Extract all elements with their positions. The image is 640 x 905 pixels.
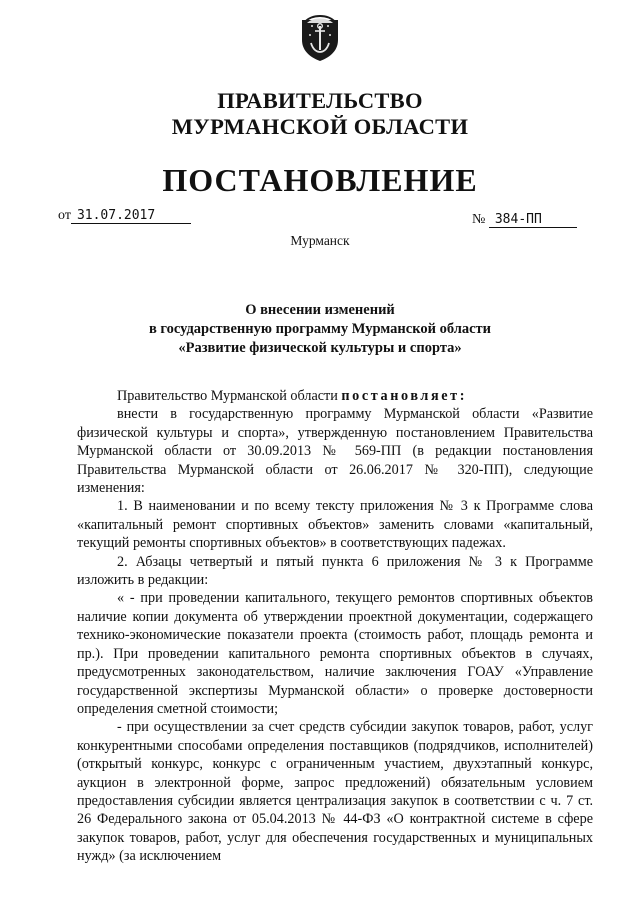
paragraph: - при осуществлении за счет средств субсидии закупок товаров, работ, услуг конкурентными способами определения поставщиков (подрядчиков, исполнителей) (открытый конкурс, конкурс с ограниченным участием, двухэтапный конкурс, аукцион в электронной форме, запрос предложений) обязательным условием предоставления субсидии является централизация закупок в соответствии с ч. 7 ст. 26 Федерального закона от 05.04.2013 № 44-ФЗ «О контрактной системе в сфере закупок товаров, работ, услуг для обеспечения государственных и муниципальных нужд» (за исключением: [77, 719, 593, 865]
paragraph: 1. В наименовании и по всему тексту приложения № 3 к Программе слова «капитальный ремонт спортивных объектов» заменить словами «капитальный, текущий ремонты спортивных объектов» в соответствующих падежах.: [77, 498, 593, 552]
number-prefix: №: [472, 212, 486, 227]
document-number: 384-ПП: [489, 212, 577, 228]
paragraph: « - при проведении капитального, текущего ремонтов спортивных объектов наличие копии документа об утверждении проектной документации, содержащего технико-экономические показатели проекта (стоимость работ, площадь ремонта и пр.). При проведении капитального ремонта спортивных объектов в случаях, предусмотренных законодательством, наличие заключения ГОАУ «Управление государственной экспертизы Мурманской области» о проверке достоверности определения сметной стоимости;: [77, 590, 593, 717]
document-type: ПОСТАНОВЛЕНИЕ: [162, 162, 478, 198]
resolution-verb: постановляет:: [341, 388, 468, 404]
resolution-intro: [77, 387, 593, 405]
org-line-1: ПРАВИТЕЛЬСТВО: [217, 88, 423, 113]
document-title: [0, 301, 640, 358]
date-prefix: от: [58, 208, 71, 223]
title-line-3: «Развитие физической культуры и спорта»: [178, 340, 462, 356]
title-line-2: в государственную программу Мурманской области: [148, 321, 492, 337]
issuing-organization: [0, 88, 640, 140]
document-body: [77, 387, 593, 866]
title-line-1: О внесении изменений: [245, 302, 395, 318]
paragraph: внести в государственную программу Мурманской области «Развитие физической культуры и спорта», утвержденную постановлением Правительства Мурманской области от 30.09.2013 № 569-ПП (в редакции постановления Правительства Мурманской области от 26.06.2017 № 320-ПП), следующие изменения:: [77, 406, 593, 497]
city: Мурманск: [290, 233, 350, 248]
paragraph: 2. Абзацы четвертый и пятый пункта 6 приложения № 3 к Программе изложить в редакции:: [77, 553, 593, 589]
document-date: 31.07.2017: [71, 208, 191, 224]
number-row: [472, 212, 577, 228]
resolution-lead: Правительство Мурманской области: [117, 388, 338, 404]
org-line-2: МУРМАНСКОЙ ОБЛАСТИ: [171, 114, 469, 139]
coat-of-arms-icon: [299, 10, 341, 62]
date-row: [58, 208, 191, 224]
